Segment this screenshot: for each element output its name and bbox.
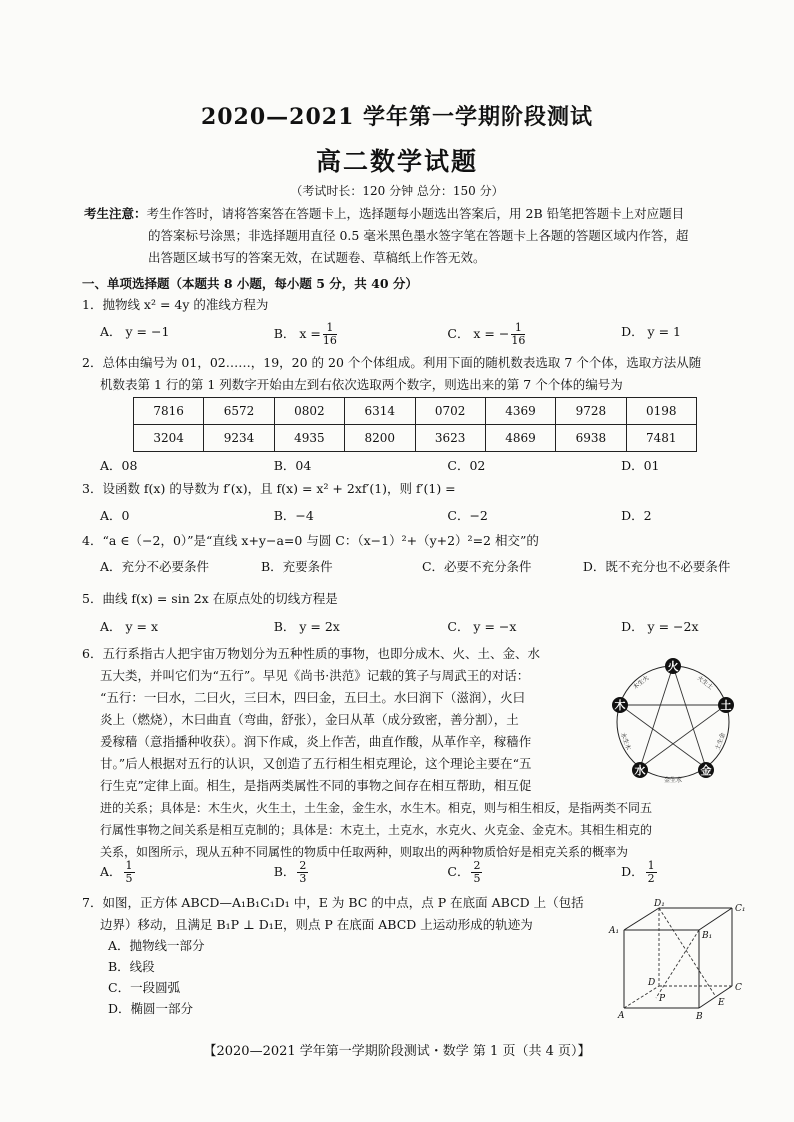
q3-option-d: D．2	[621, 508, 652, 523]
q6-c-frac	[471, 860, 482, 885]
q1-option-d: D． y = 1	[621, 324, 681, 339]
cube-hidden-edge	[624, 986, 659, 1008]
q6-option-a	[100, 860, 274, 885]
q6-a-frac	[124, 860, 135, 885]
q2-option-b: B．04	[273, 458, 312, 473]
cube-edge	[699, 908, 732, 930]
q6-option-b	[274, 860, 448, 885]
q1-c-frac	[511, 322, 525, 347]
q1-b-num: 1	[323, 322, 337, 335]
label-e: E	[718, 998, 725, 1008]
exam-subtitle: 高二数学试题	[315, 147, 478, 176]
q1-b-den: 16	[322, 334, 337, 347]
table-cell: 0198	[626, 398, 696, 425]
table-cell: 7481	[626, 425, 696, 452]
q6-line-7: 行生克”定律上面。相生，是指两类属性不同的事物之间存在相互帮助，相互促	[100, 778, 532, 793]
label-b1: B₁	[702, 931, 713, 941]
cycle-circle	[614, 666, 729, 778]
q6-b-frac	[297, 860, 308, 885]
q6-line-1: 6．五行系指古人把宇宙万物划分为五种性质的事物，也即分成木、火、土、金、水	[82, 646, 540, 661]
table-cell: 0802	[274, 398, 344, 425]
q4-option-d: D．既不充分也不必要条件	[582, 559, 731, 574]
label-p: P	[659, 994, 666, 1004]
q1-b-text: B． x =	[273, 326, 321, 341]
q6-d-num: 1	[647, 859, 655, 872]
exam-meta: （考试时长：120 分钟 总分：150 分）	[290, 184, 504, 198]
fire-earth-arrow-label: 火生土	[695, 674, 715, 692]
q5-option-c: C． y = −x	[447, 619, 517, 634]
q4-stem: 4．“a ∈（−2，0）”是“直线 x+y−a=0 与圆 C：（x−1）²+（y+2）²=2 相交”的	[82, 533, 539, 548]
q6-b-num: 2	[299, 859, 307, 872]
random-number-table	[133, 397, 697, 452]
q5-options	[100, 617, 760, 635]
fire-label: 火	[667, 660, 679, 673]
q6-d-frac	[646, 860, 657, 885]
q3-option-c: C．−2	[447, 508, 488, 523]
cube-edge	[624, 908, 659, 930]
notice-line-1: 考生作答时，请将答案答在答题卡上，选择题每小题选出答案后，用 2B 铅笔把答题卡上对应题目	[146, 206, 685, 221]
q1-c-den: 16	[511, 334, 526, 347]
table-cell: 6938	[556, 425, 626, 452]
q5-option-b: B． y = 2x	[273, 619, 340, 634]
q3-option-b: B．−4	[273, 508, 314, 523]
water-label: 水	[634, 764, 646, 777]
metal-water-arrow-label: 金生水	[663, 777, 683, 784]
q6-c-label: C．	[447, 864, 470, 879]
q7-option-d: D．椭圆一部分	[108, 1001, 194, 1016]
label-b: B	[696, 1012, 703, 1022]
wood-fire-arrow-label: 木生火	[631, 674, 651, 692]
q7-option-a: A．抛物线一部分	[108, 938, 205, 953]
q2-option-a: A．08	[100, 458, 138, 473]
q1-c-num: 1	[511, 322, 525, 335]
q4-option-c: C．必要不充分条件	[421, 559, 532, 574]
q6-line-3: “五行：一曰水，二曰火，三曰木，四曰金，五曰土。水曰润下（滋润），火曰	[100, 690, 526, 705]
wood-label: 木	[614, 699, 626, 712]
page-footer: 【2020—2021 学年第一学期阶段测试・数学 第 1 页（共 4 页）】	[203, 1044, 591, 1059]
table-cell: 6572	[204, 398, 274, 425]
table-cell: 7816	[134, 398, 204, 425]
table-cell: 4869	[485, 425, 555, 452]
q6-line-5: 爰稼穑（意指播种收获）。润下作咸，炎上作苦，曲直作酸，从革作辛，稼穑作	[100, 734, 532, 749]
q3-options	[100, 506, 760, 524]
q1-c-text: C． x = −	[447, 326, 510, 341]
section-heading: 一、单项选择题（本题共 8 小题，每小题 5 分，共 40 分）	[82, 276, 418, 291]
q4-option-b: B．充要条件	[260, 559, 333, 574]
q2-stem-1: 2．总体由编号为 01，02……，19，20 的 20 个个体组成。利用下面的随机数表选取 7 个个体，选取方法从随	[82, 355, 702, 370]
q6-d-label: D．	[621, 864, 644, 879]
table-row	[134, 425, 697, 452]
q6-line-8: 进的关系；具体是：木生火，火生土，土生金，金生水，水生木。相克，则与相生相反，是指两类不同五	[100, 801, 653, 815]
table-cell: 8200	[345, 425, 415, 452]
q3-stem: 3．设函数 f(x) 的导数为 f′(x)，且 f(x) = x² + 2xf′(1)，则 f′(1) =	[82, 481, 456, 496]
table-cell: 9728	[556, 398, 626, 425]
metal-label: 金	[700, 764, 712, 777]
q2-options	[100, 456, 760, 474]
q6-c-den: 5	[473, 872, 481, 885]
q2-option-c: C．02	[447, 458, 486, 473]
earth-metal-arrow-label: 土生金	[714, 731, 727, 752]
q6-line-4: 炎上（燃烧），木曰曲直（弯曲，舒张），金曰从革（成分致密，善分割），土	[100, 712, 519, 727]
water-wood-arrow-label: 水生木	[619, 731, 632, 752]
table-cell: 9234	[204, 425, 274, 452]
table-row	[134, 398, 697, 425]
q5-stem: 5．曲线 f(x) = sin 2x 在原点处的切线方程是	[82, 591, 338, 606]
notice-line-3: 出答题区域书写的答案无效，在试题卷、草稿纸上作答无效。	[148, 250, 486, 265]
q6-d-den: 2	[647, 872, 655, 885]
q1-options	[100, 322, 760, 347]
q6-b-label: B．	[273, 864, 296, 879]
q7-option-b: B．线段	[108, 959, 155, 974]
cube-diagram	[604, 898, 754, 1024]
q4-option-a: A．充分不必要条件	[100, 559, 210, 574]
q7-option-c: C．一段圆弧	[108, 980, 181, 995]
table-cell: 4369	[485, 398, 555, 425]
q5-option-d: D． y = −2x	[621, 619, 699, 634]
label-a: A	[618, 1011, 625, 1021]
q6-option-d	[621, 860, 760, 885]
five-elements-diagram	[598, 650, 748, 790]
earth-label: 土	[720, 699, 732, 712]
notice	[84, 203, 754, 269]
q6-line-2: 五大类，并叫它们为“五行”。早见《尚书·洪范》记载的箕子与周武王的对话：	[100, 668, 530, 683]
q5-option-a: A． y = x	[100, 619, 159, 634]
q7-line-1: 7．如图，正方体 ABCD—A₁B₁C₁D₁ 中，E 为 BC 的中点，点 P 在底面 ABCD 上（包括	[82, 895, 584, 910]
q6-a-label: A．	[100, 864, 122, 879]
table-cell: 0702	[415, 398, 485, 425]
q3-option-a: A．0	[100, 508, 130, 523]
label-d1: D₁	[654, 899, 665, 909]
label-c1: C₁	[735, 904, 746, 914]
q1-b-frac	[323, 322, 337, 347]
q1-option-a: A． y = −1	[100, 324, 170, 339]
label-c: C	[735, 983, 742, 993]
label-a1: A₁	[609, 926, 620, 936]
q6-a-num: 1	[125, 859, 133, 872]
q1-option-b	[274, 322, 448, 347]
table-cell: 4935	[274, 425, 344, 452]
q1-option-c	[447, 322, 621, 347]
q2-stem-2: 机数表第 1 行的第 1 列数字开始由左到右依次选取两个数字，则选出来的第 7 个个体的编号为	[100, 377, 623, 392]
q2-option-d: D．01	[621, 458, 660, 473]
q6-line-10: 关系，如图所示，现从五种不同属性的物质中任取两种，则取出的两种物质恰好是相克关系的概率为	[100, 845, 629, 859]
q6-option-c	[447, 860, 621, 885]
q4-options	[100, 557, 760, 575]
table-cell: 3204	[134, 425, 204, 452]
q1-stem: 1．抛物线 x² = 4y 的准线方程为	[82, 297, 269, 312]
q6-options	[100, 860, 760, 885]
q6-line-6: 甘。”后人根据对五行的认识，又创造了五行相生相克理论，这个理论主要在“五	[100, 756, 532, 771]
q6-c-num: 2	[473, 859, 481, 872]
table-cell: 3623	[415, 425, 485, 452]
q6-b-den: 3	[299, 872, 307, 885]
notice-label: 考生注意：	[84, 206, 147, 221]
label-d: D	[648, 978, 656, 988]
q6-line-9: 行属性事物之间关系是相互克制的；具体是：木克土，土克水，水克火、火克金、金克木。其相生相克的	[100, 823, 653, 837]
d1e-segment	[659, 908, 716, 997]
q7-line-2: 边界）移动，且满足 B₁P ⊥ D₁E，则点 P 在底面 ABCD 上运动形成的轨迹为	[100, 917, 533, 932]
notice-line-2: 的答案标号涂黑；非选择题用直径 0.5 毫米黑色墨水签字笔在答题卡上各题的答题区域内作答，超	[148, 228, 689, 243]
q6-a-den: 5	[125, 872, 133, 885]
b1p-segment	[656, 930, 699, 998]
exam-title: 2020—2021 学年第一学期阶段测试	[200, 104, 594, 130]
table-cell: 6314	[345, 398, 415, 425]
